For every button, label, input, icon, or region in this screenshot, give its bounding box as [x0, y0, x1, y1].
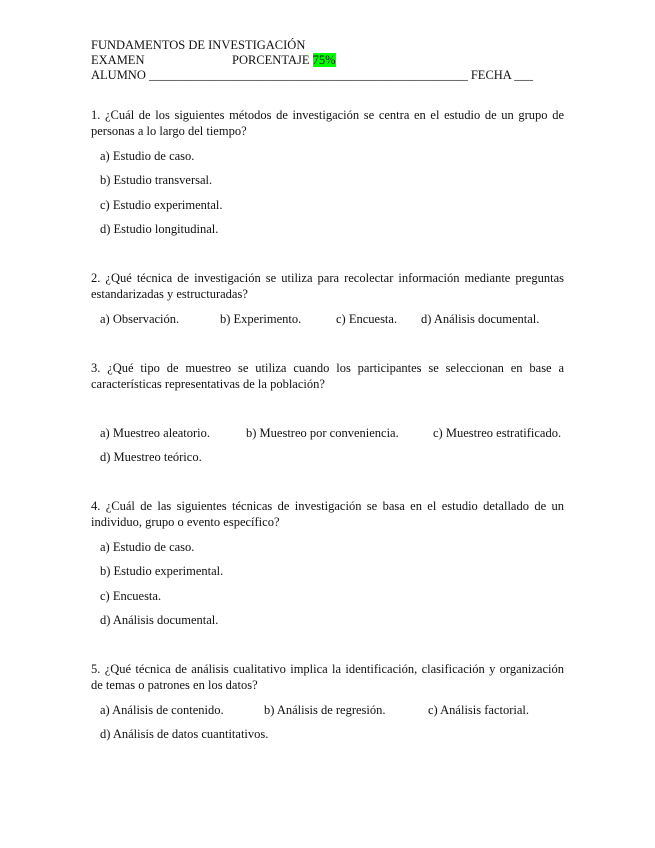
- date-blank: ___: [514, 68, 534, 82]
- question-3-text: 3. ¿Qué tipo de muestreo se utiliza cuando los participantes se seleccionan en base a características representativas de la población?: [91, 361, 564, 391]
- q5-option-c: c) Análisis factorial.: [428, 703, 530, 717]
- q5-option-b: b) Análisis de regresión.: [264, 703, 386, 717]
- percentage-label: PORCENTAJE: [232, 53, 310, 67]
- q1-option-b: b) Estudio transversal.: [100, 173, 213, 187]
- q3-option-b: b) Muestreo por conveniencia.: [246, 426, 399, 440]
- student-label: ALUMNO: [91, 68, 146, 82]
- course-title: FUNDAMENTOS DE INVESTIGACIÓN: [91, 38, 306, 52]
- q3-option-a: a) Muestreo aleatorio.: [100, 426, 211, 440]
- percentage-line: [232, 53, 336, 68]
- q3-option-c: c) Muestreo estratificado.: [433, 426, 562, 440]
- student-line: [91, 68, 533, 83]
- q2-option-a: a) Observación.: [100, 312, 180, 326]
- question-2-text: 2. ¿Qué técnica de investigación se utiliza para recolectar información mediante preguntas estandarizadas y estructuradas?: [91, 271, 564, 301]
- q4-option-c: c) Encuesta.: [100, 589, 162, 603]
- q1-option-d: d) Estudio longitudinal.: [100, 222, 219, 236]
- question-5-text: 5. ¿Qué técnica de análisis cualitativo implica la identificación, clasificación y organización de temas o patrones en los datos?: [91, 662, 564, 692]
- q4-option-d: d) Análisis documental.: [100, 613, 219, 627]
- question-1-text: 1. ¿Cuál de los siguientes métodos de investigación se centra en el estudio de un grupo de personas a lo largo del tiempo?: [91, 108, 564, 138]
- q4-option-a: a) Estudio de caso.: [100, 540, 195, 554]
- percentage-value: 75%: [312, 53, 336, 67]
- date-label: FECHA: [470, 68, 512, 82]
- q5-option-a: a) Análisis de contenido.: [100, 703, 224, 717]
- q2-option-c: c) Encuesta.: [336, 312, 398, 326]
- q3-option-d: d) Muestreo teórico.: [100, 450, 202, 464]
- q5-option-d: d) Análisis de datos cuantitativos.: [100, 727, 269, 741]
- question-4-text: 4. ¿Cuál de las siguientes técnicas de investigación se basa en el estudio detallado de un individuo, grupo o evento específico?: [91, 499, 564, 529]
- q2-option-b: b) Experimento.: [220, 312, 302, 326]
- q2-option-d: d) Análisis documental.: [421, 312, 540, 326]
- q1-option-c: c) Estudio experimental.: [100, 198, 223, 212]
- q4-option-b: b) Estudio experimental.: [100, 564, 224, 578]
- exam-label: EXAMEN: [91, 53, 145, 67]
- student-blank: ___________________________________________________: [148, 68, 468, 82]
- q1-option-a: a) Estudio de caso.: [100, 149, 195, 163]
